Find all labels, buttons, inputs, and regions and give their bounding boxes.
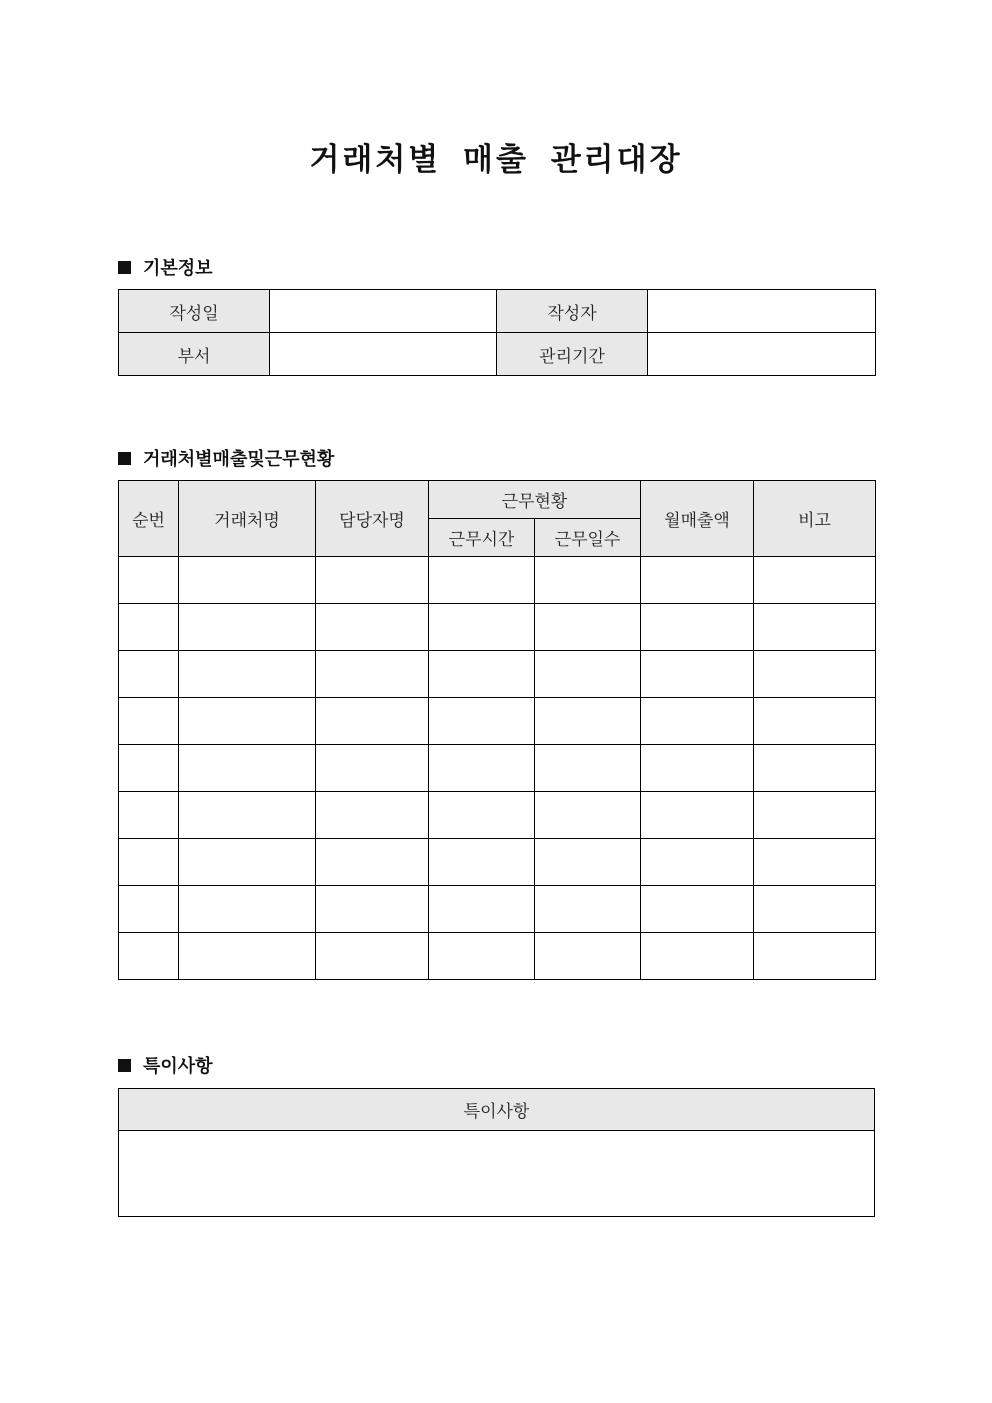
column-header-no: 순번 (119, 481, 179, 557)
manager-cell[interactable] (316, 792, 429, 839)
no-cell[interactable] (119, 745, 179, 792)
manager-cell[interactable] (316, 886, 429, 933)
client-cell[interactable] (179, 933, 316, 980)
no-cell[interactable] (119, 698, 179, 745)
work-days-cell[interactable] (535, 651, 641, 698)
work-days-cell[interactable] (535, 698, 641, 745)
period-field[interactable] (648, 333, 876, 376)
section-heading-basic-info (118, 254, 213, 280)
monthly-sales-cell[interactable] (641, 604, 754, 651)
column-header-work-days: 근무일수 (535, 519, 641, 557)
monthly-sales-cell[interactable] (641, 886, 754, 933)
note-cell[interactable] (754, 839, 876, 886)
work-days-cell[interactable] (535, 604, 641, 651)
client-cell[interactable] (179, 792, 316, 839)
table-row (119, 933, 876, 980)
table-row (119, 1131, 875, 1217)
no-cell[interactable] (119, 933, 179, 980)
client-cell[interactable] (179, 886, 316, 933)
no-cell[interactable] (119, 792, 179, 839)
table-row (119, 290, 876, 333)
client-cell[interactable] (179, 557, 316, 604)
note-cell[interactable] (754, 933, 876, 980)
work-hours-cell[interactable] (429, 886, 535, 933)
work-hours-cell[interactable] (429, 604, 535, 651)
author-field[interactable] (648, 290, 876, 333)
table-row (119, 651, 876, 698)
client-cell[interactable] (179, 604, 316, 651)
work-days-cell[interactable] (535, 933, 641, 980)
work-days-cell[interactable] (535, 745, 641, 792)
sales-table (118, 480, 876, 980)
note-cell[interactable] (754, 604, 876, 651)
work-hours-cell[interactable] (429, 933, 535, 980)
no-cell[interactable] (119, 886, 179, 933)
manager-cell[interactable] (316, 933, 429, 980)
no-cell[interactable] (119, 557, 179, 604)
no-cell[interactable] (119, 839, 179, 886)
manager-cell[interactable] (316, 604, 429, 651)
manager-cell[interactable] (316, 698, 429, 745)
client-cell[interactable] (179, 698, 316, 745)
monthly-sales-cell[interactable] (641, 933, 754, 980)
column-header-work-hours: 근무시간 (429, 519, 535, 557)
client-cell[interactable] (179, 651, 316, 698)
manager-cell[interactable] (316, 839, 429, 886)
monthly-sales-cell[interactable] (641, 792, 754, 839)
note-cell[interactable] (754, 886, 876, 933)
monthly-sales-cell[interactable] (641, 651, 754, 698)
column-header-note: 비고 (754, 481, 876, 557)
note-cell[interactable] (754, 745, 876, 792)
table-header-row (119, 1089, 875, 1131)
work-hours-cell[interactable] (429, 792, 535, 839)
sales-table-body (119, 557, 876, 980)
column-header-monthly-sales: 월매출액 (641, 481, 754, 557)
no-cell[interactable] (119, 651, 179, 698)
section-heading-remarks (118, 1052, 213, 1078)
monthly-sales-cell[interactable] (641, 557, 754, 604)
table-row (119, 839, 876, 886)
table-row (119, 745, 876, 792)
column-header-work-status: 근무현황 (429, 481, 641, 519)
square-bullet-icon (118, 1059, 131, 1072)
work-days-cell[interactable] (535, 886, 641, 933)
work-hours-cell[interactable] (429, 698, 535, 745)
created-date-field[interactable] (270, 290, 497, 333)
column-header-client: 거래처명 (179, 481, 316, 557)
work-days-cell[interactable] (535, 557, 641, 604)
note-cell[interactable] (754, 557, 876, 604)
work-hours-cell[interactable] (429, 651, 535, 698)
no-cell[interactable] (119, 604, 179, 651)
monthly-sales-cell[interactable] (641, 698, 754, 745)
table-header-row (119, 481, 876, 519)
manager-cell[interactable] (316, 651, 429, 698)
column-header-manager: 담당자명 (316, 481, 429, 557)
period-label: 관리기간 (497, 333, 648, 376)
table-row (119, 886, 876, 933)
basic-info-table (118, 289, 876, 376)
department-label: 부서 (119, 333, 270, 376)
work-hours-cell[interactable] (429, 839, 535, 886)
section-heading-label: 기본정보 (143, 258, 213, 279)
section-heading-sales (118, 445, 334, 471)
section-heading-label: 특이사항 (143, 1056, 213, 1077)
manager-cell[interactable] (316, 557, 429, 604)
client-cell[interactable] (179, 839, 316, 886)
work-days-cell[interactable] (535, 792, 641, 839)
manager-cell[interactable] (316, 745, 429, 792)
section-heading-label: 거래처별매출및근무현황 (143, 449, 335, 470)
monthly-sales-cell[interactable] (641, 745, 754, 792)
remarks-column-header: 특이사항 (119, 1089, 875, 1131)
monthly-sales-cell[interactable] (641, 839, 754, 886)
created-date-label: 작성일 (119, 290, 270, 333)
square-bullet-icon (118, 261, 131, 274)
work-days-cell[interactable] (535, 839, 641, 886)
remarks-field[interactable] (119, 1131, 875, 1217)
table-row (119, 604, 876, 651)
square-bullet-icon (118, 452, 131, 465)
table-row (119, 792, 876, 839)
table-row (119, 333, 876, 376)
work-hours-cell[interactable] (429, 557, 535, 604)
remarks-table (118, 1088, 875, 1217)
work-hours-cell[interactable] (429, 745, 535, 792)
table-row (119, 698, 876, 745)
table-row (119, 557, 876, 604)
note-cell[interactable] (754, 792, 876, 839)
department-field[interactable] (270, 333, 497, 376)
note-cell[interactable] (754, 651, 876, 698)
document-title: 거래처별 매출 관리대장 (309, 142, 683, 178)
note-cell[interactable] (754, 698, 876, 745)
author-label: 작성자 (497, 290, 648, 333)
client-cell[interactable] (179, 745, 316, 792)
